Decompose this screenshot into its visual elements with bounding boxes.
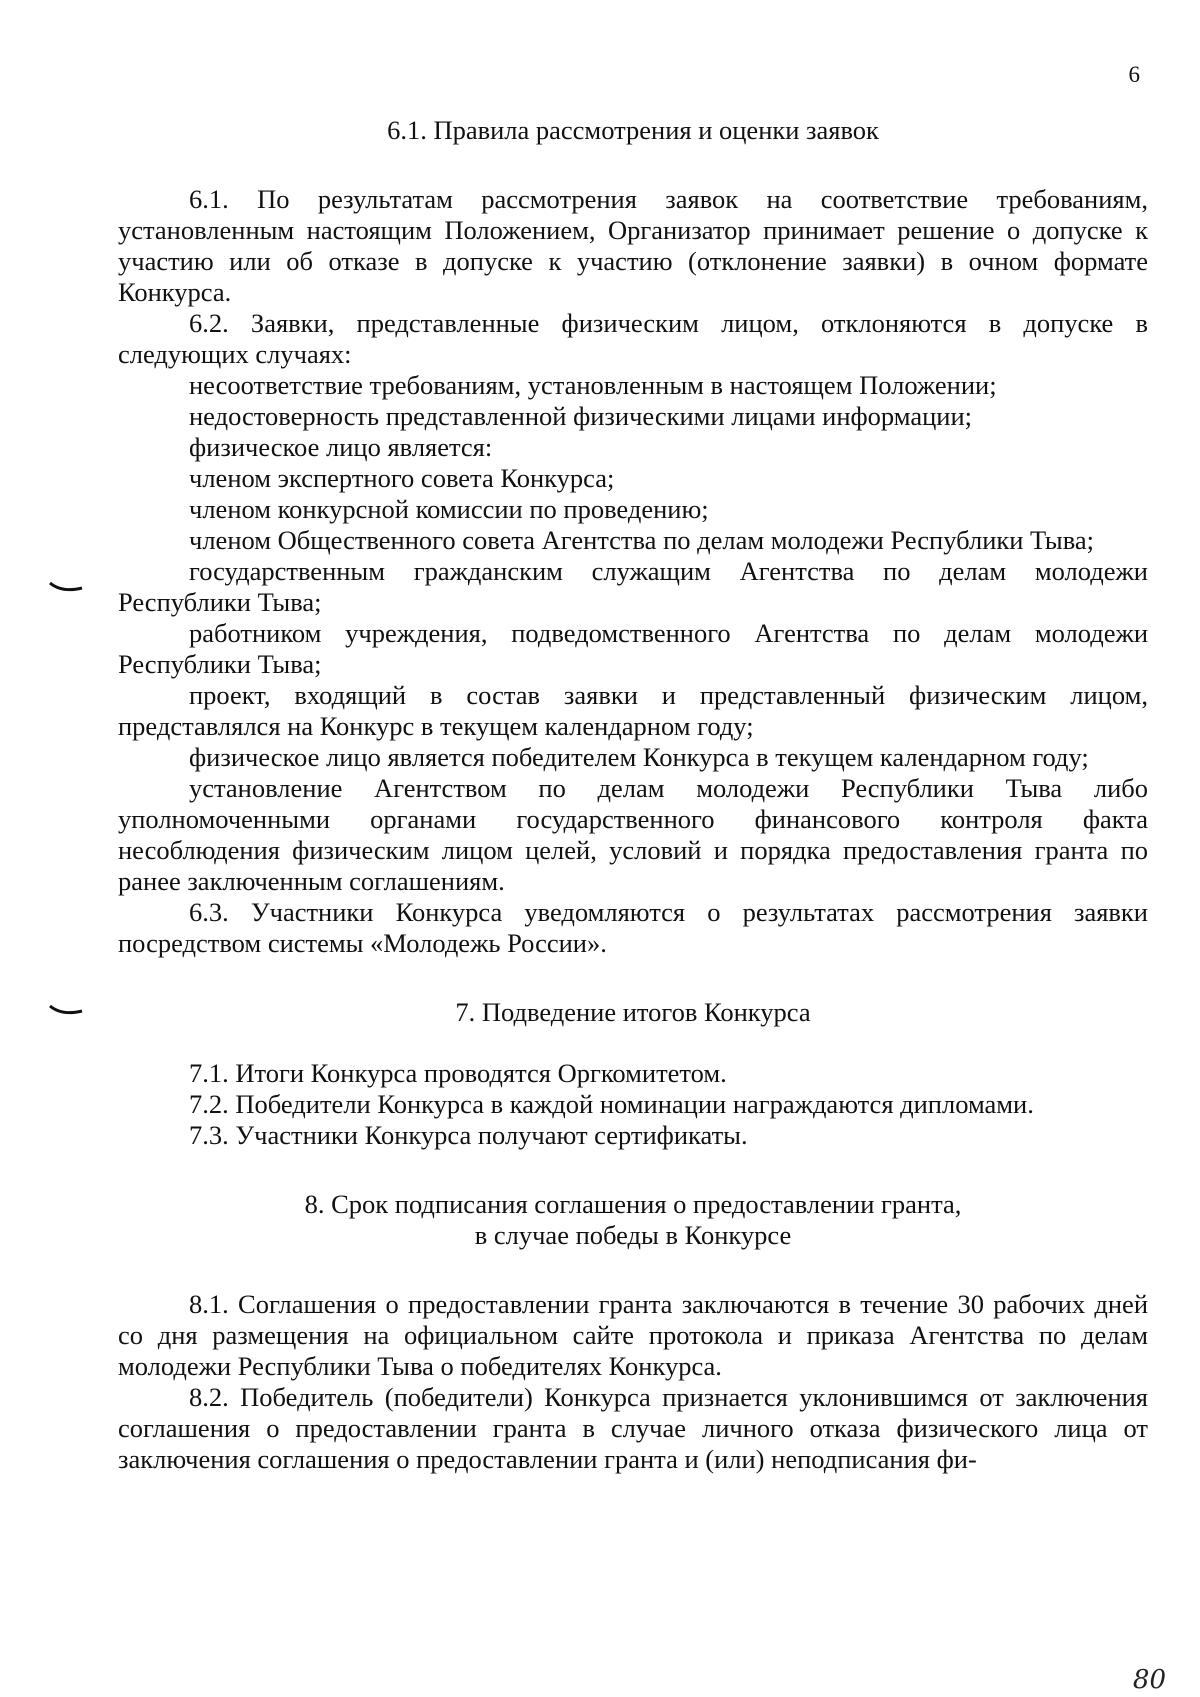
list-item: членом конкурсной комиссии по проведению; xyxy=(189,494,709,524)
list-paragraph: физическое лицо является победителем Конкурса в текущем календарном году; xyxy=(189,742,1089,772)
list-item: 7.1. Итоги Конкурса проводятся Оргкомитетом. xyxy=(189,1058,727,1088)
paragraph-8-2: 8.2. Победитель (победители) Конкурса признается уклонившимся от заключения соглашения о предоставлении гранта в случае личного отказа физического лица от заключения соглашения о предоставлении гранта и (или) неподписания фи- xyxy=(118,1382,1148,1474)
list-item: недостоверность представленной физическими лицами информации; xyxy=(189,401,973,431)
list-item: несоответствие требованиям, установленным в настоящем Положении; xyxy=(189,370,997,400)
document-body xyxy=(118,115,1148,1475)
margin-mark xyxy=(48,1003,84,1017)
section-8-title-line-1: 8. Срок подписания соглашения о предоставлении гранта, xyxy=(304,1189,962,1219)
paragraph-6-1: 6.1. По результатам рассмотрения заявок на соответствие требованиям, установленным настоящим Положением, Организатор принимает решение о допуске к участию или об отказе в допуске к участию (отклонение заявки) в очном формате Конкурса. xyxy=(118,184,1148,307)
list-item: членом экспертного совета Конкурса; xyxy=(189,463,615,493)
list-paragraph: проект, входящий в состав заявки и представленный физическим лицом, представлялся на Конкурс в текущем календарном году; xyxy=(118,680,1148,741)
section-7-title: 7. Подведение итогов Конкурса xyxy=(455,997,811,1027)
list-paragraph: государственным гражданским служащим Агентства по делам молодежи Республики Тыва; xyxy=(118,556,1148,617)
section-6-title: 6.1. Правила рассмотрения и оценки заявок xyxy=(387,115,879,145)
list-paragraph: членом Общественного совета Агентства по делам молодежи Республики Тыва; xyxy=(189,525,1095,555)
handwritten-page-number: 80 xyxy=(1132,1665,1166,1695)
list-paragraph: установление Агентством по делам молодежи Республики Тыва либо уполномоченными органами государственного финансового контроля факта несоблюдения физическим лицом целей, условий и порядка предоставления гранта по ранее заключенным соглашениям. xyxy=(118,773,1148,896)
paragraph-6-3: 6.3. Участники Конкурса уведомляются о результатах рассмотрения заявки посредством системы «Молодежь России». xyxy=(118,897,1148,958)
list-paragraph: работником учреждения, подведомственного Агентства по делам молодежи Республики Тыва; xyxy=(118,618,1148,679)
paragraph-8-1: 8.1. Соглашения о предоставлении гранта заключаются в течение 30 рабочих дней со дня размещения на официальном сайте протокола и приказа Агентства по делам молодежи Республики Тыва о победителях Конкурса. xyxy=(118,1289,1148,1381)
margin-mark xyxy=(48,580,84,594)
paragraph-6-2: 6.2. Заявки, представленные физическим лицом, отклоняются в допуске в следующих случаях: xyxy=(118,308,1148,369)
list-item: 7.2. Победители Конкурса в каждой номинации награждаются дипломами. xyxy=(189,1089,1034,1119)
section-8-title-line-2: в случае победы в Конкурсе xyxy=(474,1220,792,1250)
section-7-list xyxy=(118,1058,1148,1151)
page-number: 6 xyxy=(1128,62,1140,87)
list-item: 7.3. Участники Конкурса получают сертификаты. xyxy=(189,1120,748,1150)
list-item: физическое лицо является: xyxy=(189,432,493,462)
